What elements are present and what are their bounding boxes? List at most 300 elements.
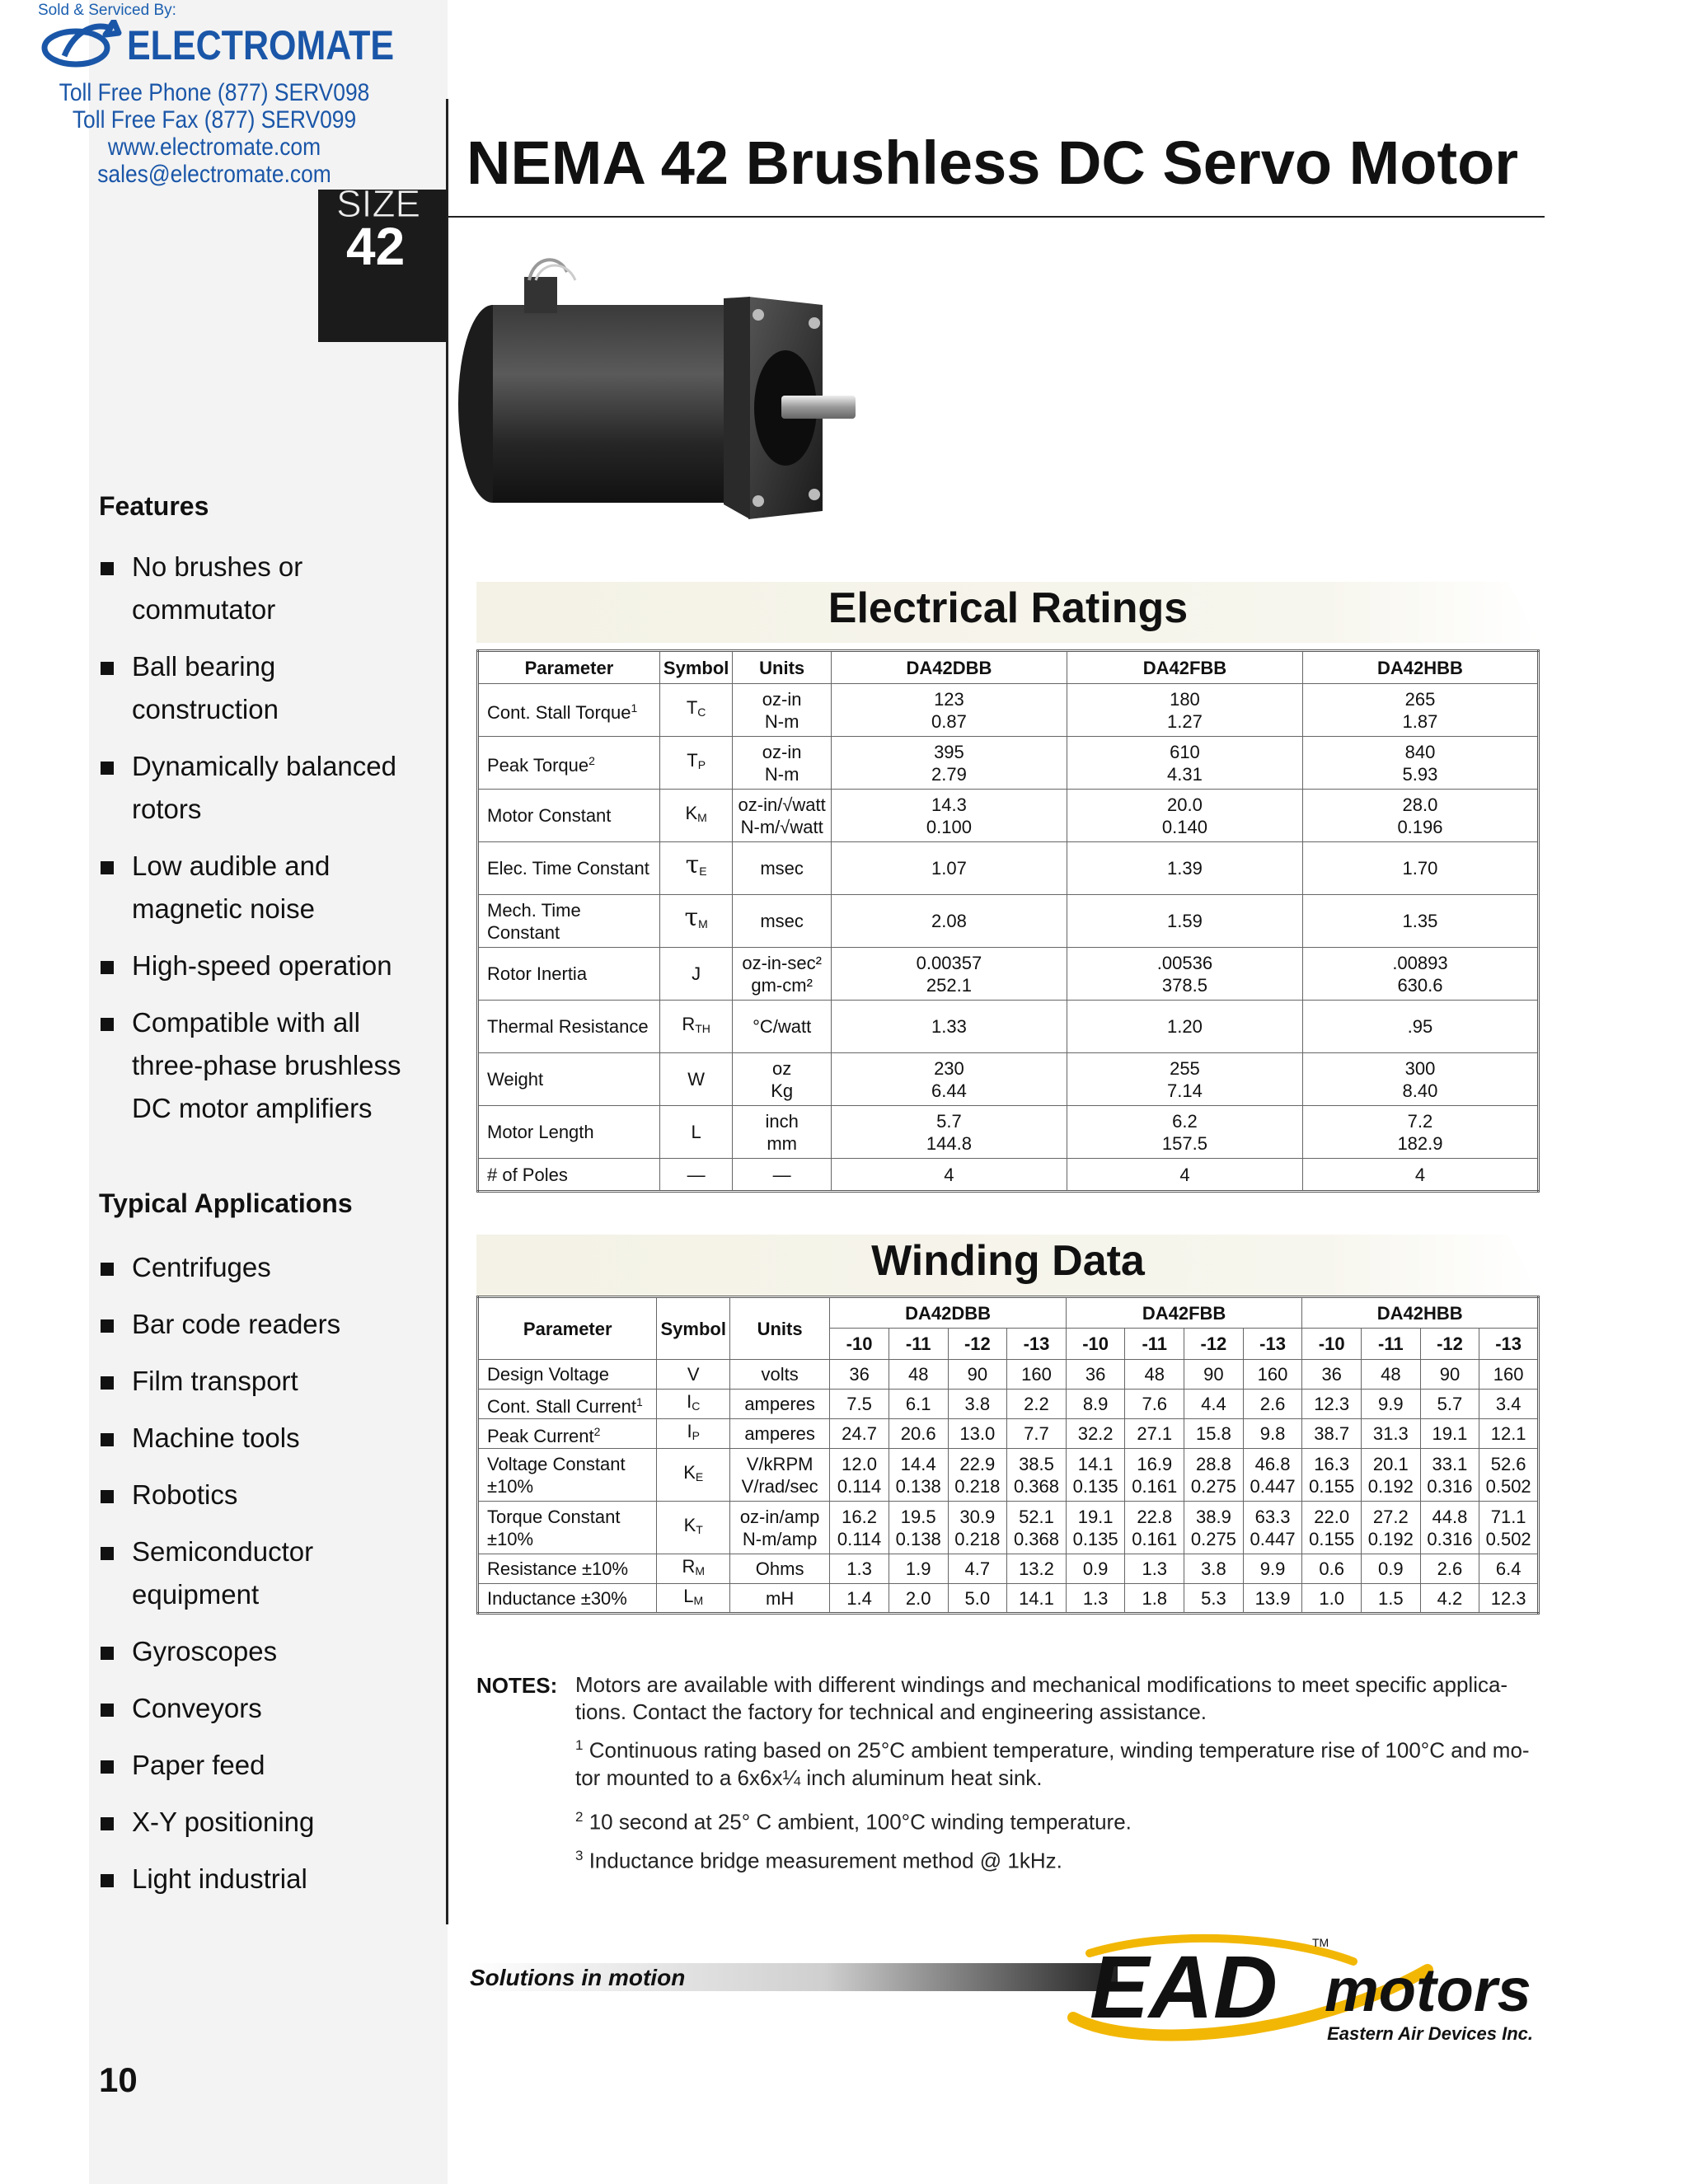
value-cell: 19.1 (1420, 1419, 1479, 1449)
value-cell: 1.3 (830, 1554, 889, 1584)
application-item (99, 1687, 429, 1730)
parameter-name: Weight (487, 1069, 544, 1090)
footnote-mark: 2 (593, 1424, 601, 1438)
column-header: DA42FBB (1067, 651, 1302, 684)
value: 1.33 (931, 1016, 967, 1037)
value-cell: 44.8 0.316 (1420, 1502, 1479, 1554)
value-cell (831, 842, 1067, 895)
application-item-text: Centrifuges (132, 1252, 271, 1282)
value-cell: 1.3 (1066, 1584, 1125, 1614)
note-main: Motors are available with different windings and mechanical modifications to meet specific applica- tions. Contact the factory for technical and engineering assistance. (575, 1672, 1508, 1724)
value: 1.20 (1167, 1016, 1203, 1037)
value-cell: 22.0 0.155 (1302, 1502, 1362, 1554)
symbol-subscript: M (698, 917, 708, 930)
note-2-mark: 2 (575, 1809, 584, 1825)
value-cell: 9.8 (1243, 1419, 1302, 1449)
unit: N-m (764, 763, 799, 785)
parameter-name: # of Poles (487, 1164, 568, 1185)
value-cell: 1.3 (1125, 1554, 1184, 1584)
application-item-text: Paper feed (132, 1750, 265, 1780)
unit: oz-in (762, 688, 802, 710)
table-row (478, 1106, 1539, 1159)
value-cell: 3.4 (1479, 1390, 1539, 1419)
application-item-text: X-Y positioning (132, 1807, 315, 1837)
parameter-name: Torque Constant ±10% (487, 1506, 621, 1549)
page-number: 10 (99, 2060, 138, 2099)
symbol-cell (657, 1360, 729, 1390)
value-cell: 8.9 (1066, 1390, 1125, 1419)
winding-code-header: -11 (1362, 1329, 1421, 1360)
value: 610 (1170, 741, 1200, 762)
value-cell: 9.9 (1362, 1390, 1421, 1419)
value-cell: 12.0 0.114 (830, 1449, 889, 1502)
symbol: τ (685, 851, 700, 879)
features-list (99, 546, 429, 1144)
value-cell: 2.2 (1007, 1390, 1067, 1419)
symbol-cell (657, 1584, 729, 1614)
value-cell: 4.4 (1184, 1390, 1244, 1419)
symbol: τ (684, 903, 699, 932)
value-cell: 16.9 0.161 (1125, 1449, 1184, 1502)
dealer-contact (33, 79, 396, 188)
dealer-email-link[interactable]: sales@electromate.com (97, 161, 331, 188)
table-row (478, 1159, 1539, 1192)
value-cell: 3.8 (1184, 1554, 1244, 1584)
feature-item-text: Ball bearing (132, 651, 276, 682)
value: 1.35 (1402, 911, 1438, 931)
symbol-cell (657, 1449, 729, 1502)
units-cell (733, 895, 832, 948)
electrical-ratings-table (476, 649, 1540, 1193)
value: 8.40 (1402, 1080, 1438, 1101)
value-cell (1067, 790, 1302, 842)
note-2 (575, 1803, 1541, 1836)
value: 20.0 (1167, 794, 1203, 815)
value-cell (831, 1106, 1067, 1159)
application-item (99, 1360, 429, 1403)
symbol-subscript: M (693, 1593, 704, 1607)
value: 123 (934, 688, 964, 710)
value-cell: 4.2 (1420, 1584, 1479, 1614)
value-cell (1067, 1001, 1302, 1053)
value-cell (831, 790, 1067, 842)
dealer-name: ELECTROMATE (127, 22, 395, 68)
value-cell: 16.2 0.114 (830, 1502, 889, 1554)
units-cell (733, 1001, 832, 1053)
dealer-website-link[interactable]: www.electromate.com (107, 134, 321, 161)
table-row (478, 1360, 1539, 1390)
value-cell: 90 (1420, 1360, 1479, 1390)
table-row (478, 684, 1539, 737)
bullet-icon (101, 1490, 114, 1503)
table-row (478, 1419, 1539, 1449)
bullet-icon (101, 1817, 114, 1830)
value-cell: 38.9 0.275 (1184, 1502, 1244, 1554)
value: 1.07 (931, 858, 967, 879)
value-cell: 46.8 0.447 (1243, 1449, 1302, 1502)
value-cell (831, 895, 1067, 948)
value-cell: 12.3 (1302, 1390, 1362, 1419)
value: 2.79 (931, 763, 967, 785)
winding-code-header: -12 (1420, 1329, 1479, 1360)
value: 255 (1170, 1057, 1200, 1079)
parameter-name: Resistance ±10% (487, 1558, 629, 1579)
value: 144.8 (926, 1132, 972, 1154)
unit: gm-cm² (751, 974, 813, 996)
parameter-name: Cont. Stall Current (487, 1395, 636, 1417)
unit: oz-in-sec² (742, 952, 822, 973)
value: 230 (934, 1057, 964, 1079)
note-3-mark: 3 (575, 1848, 584, 1863)
parameter-name: Cont. Stall Torque (487, 701, 631, 723)
value-cell: 22.8 0.161 (1125, 1502, 1184, 1554)
column-header: DA42HBB (1302, 651, 1538, 684)
column-header: Parameter (478, 1297, 657, 1360)
value: 5.7 (936, 1110, 962, 1132)
value-cell: 9.9 (1243, 1554, 1302, 1584)
value-cell: 22.9 0.218 (948, 1449, 1007, 1502)
value-cell: 71.1 0.502 (1479, 1502, 1539, 1554)
units-cell: amperes (729, 1419, 829, 1449)
symbol: R (682, 1556, 696, 1577)
dealer-phone: Toll Free Phone (877) SERV098 (59, 79, 370, 106)
value-cell: 52.6 0.502 (1479, 1449, 1539, 1502)
symbol-cell (659, 842, 732, 895)
symbol-subscript: P (697, 758, 706, 771)
dealer-brand (40, 20, 438, 71)
symbol-cell (657, 1419, 729, 1449)
value-cell: 160 (1243, 1360, 1302, 1390)
symbol-cell (657, 1554, 729, 1584)
value: 265 (1404, 688, 1436, 710)
value-cell: 48 (1125, 1360, 1184, 1390)
symbol-subscript: TH (695, 1022, 710, 1035)
value-cell: 38.5 0.368 (1007, 1449, 1067, 1502)
applications-heading: Typical Applications (99, 1188, 353, 1218)
size-number: 42 (346, 217, 406, 276)
value-cell (1302, 1106, 1538, 1159)
value: 180 (1170, 688, 1200, 710)
table-row (478, 1554, 1539, 1584)
value-cell (1302, 948, 1538, 1001)
page-title: NEMA 42 Brushless DC Servo Motor (467, 129, 1519, 197)
value: 5.93 (1402, 763, 1438, 785)
winding-data-title: Winding Data (871, 1237, 1145, 1285)
value-cell: 6.4 (1479, 1554, 1539, 1584)
table-row (478, 948, 1539, 1001)
value: 182.9 (1397, 1132, 1443, 1154)
winding-data-table (476, 1296, 1540, 1615)
value-cell: 63.3 0.447 (1243, 1502, 1302, 1554)
value-cell: 36 (1066, 1360, 1125, 1390)
bullet-icon (101, 1433, 114, 1446)
value-cell: 2.6 (1420, 1554, 1479, 1584)
bullet-icon (101, 562, 114, 575)
feature-item (99, 645, 429, 731)
value-cell: 13.9 (1243, 1584, 1302, 1614)
sold-by-label: Sold & Serviced By: (38, 2, 176, 19)
value-cell: 14.4 0.138 (889, 1449, 948, 1502)
winding-code-header: -10 (1302, 1329, 1362, 1360)
feature-item-text: commutator (132, 594, 276, 625)
value-cell: 3.8 (948, 1390, 1007, 1419)
symbol-subscript: C (697, 705, 706, 719)
value: 0.140 (1161, 816, 1207, 837)
parameter-name: Elec. Time Constant (487, 858, 649, 879)
value-cell (831, 737, 1067, 790)
value-cell (831, 1159, 1067, 1192)
value-cell: 27.2 0.192 (1362, 1502, 1421, 1554)
symbol-cell (659, 684, 732, 737)
value: 1.70 (1402, 858, 1438, 879)
feature-item-text: Low audible and (132, 851, 331, 881)
value-cell: 19.5 0.138 (889, 1502, 948, 1554)
value-cell: 7.5 (830, 1390, 889, 1419)
value-cell: 48 (1362, 1360, 1421, 1390)
units-cell (733, 1159, 832, 1192)
feature-item (99, 546, 429, 631)
value: 0.100 (926, 816, 972, 837)
value-cell: 0.6 (1302, 1554, 1362, 1584)
value-cell (1067, 948, 1302, 1001)
value: 157.5 (1161, 1132, 1207, 1154)
units-cell (733, 684, 832, 737)
feature-item-text: High-speed operation (132, 950, 392, 981)
value: 4 (1414, 1164, 1426, 1185)
parameter-cell (478, 684, 660, 737)
symbol: K (683, 1515, 696, 1535)
value: 0.00357 (916, 952, 982, 973)
value-cell (1067, 684, 1302, 737)
column-header: Symbol (657, 1297, 729, 1360)
value-cell: 52.1 0.368 (1007, 1502, 1067, 1554)
bullet-icon (101, 861, 114, 874)
column-header: Parameter (478, 651, 660, 684)
symbol: — (687, 1164, 706, 1185)
footnote-mark: 1 (631, 701, 638, 715)
feature-item (99, 745, 429, 831)
application-item (99, 1530, 429, 1616)
model-header: DA42DBB (830, 1297, 1067, 1329)
value-cell (1067, 1106, 1302, 1159)
units-cell: volts (729, 1360, 829, 1390)
value: 4.31 (1167, 763, 1203, 785)
parameter-name: Peak Current (487, 1425, 594, 1446)
feature-item-text: construction (132, 694, 279, 724)
parameter-cell (478, 1106, 660, 1159)
winding-code-header: -10 (830, 1329, 889, 1360)
symbol: R (682, 1014, 696, 1034)
value: 6.44 (931, 1080, 967, 1101)
note-3 (575, 1842, 1541, 1875)
size-label: SIZE (336, 182, 421, 225)
parameter-name: Inductance ±30% (487, 1587, 627, 1609)
value-cell: 15.8 (1184, 1419, 1244, 1449)
electrical-header-row (478, 651, 1539, 684)
symbol-cell (657, 1390, 729, 1419)
value: 4 (1179, 1164, 1190, 1185)
bullet-icon (101, 961, 114, 974)
value-cell: 31.3 (1362, 1419, 1421, 1449)
parameter-name: Rotor Inertia (487, 963, 588, 984)
value-cell: 2.0 (889, 1584, 948, 1614)
applications-list (99, 1246, 429, 1915)
symbol-cell (659, 948, 732, 1001)
unit: Kg (771, 1080, 794, 1101)
value-cell: 48 (889, 1360, 948, 1390)
value: 0.196 (1397, 816, 1443, 837)
unit: — (772, 1164, 791, 1185)
units-cell (733, 948, 832, 1001)
value: 14.3 (931, 794, 967, 815)
bullet-icon (101, 1647, 114, 1660)
note-3-text: Inductance bridge measurement method @ 1kHz. (588, 1848, 1062, 1873)
application-item-text: Machine tools (132, 1422, 300, 1453)
units-cell: Ohms (729, 1554, 829, 1584)
winding-code-header: -12 (948, 1329, 1007, 1360)
feature-item-text: No brushes or (132, 551, 303, 582)
value: 630.6 (1397, 974, 1443, 996)
application-item (99, 1246, 429, 1289)
parameter-name: Peak Torque (487, 754, 589, 776)
value-cell: 0.9 (1066, 1554, 1125, 1584)
application-item (99, 1303, 429, 1346)
winding-code-header: -13 (1479, 1329, 1539, 1360)
value-cell: 1.9 (889, 1554, 948, 1584)
value-cell (1302, 1159, 1538, 1192)
parameter-cell (478, 737, 660, 790)
unit: msec (760, 858, 804, 879)
symbol: K (685, 803, 698, 823)
value: 840 (1404, 741, 1436, 762)
value-cell: 1.5 (1362, 1584, 1421, 1614)
value-cell: 1.4 (830, 1584, 889, 1614)
value-cell (831, 1001, 1067, 1053)
parameter-cell (478, 1001, 660, 1053)
winding-code-header: -11 (889, 1329, 948, 1360)
table-row (478, 1584, 1539, 1614)
parameter-cell (478, 895, 660, 948)
parameter-cell (478, 1584, 657, 1614)
units-cell (733, 842, 832, 895)
value-cell: 4.7 (948, 1554, 1007, 1584)
winding-code-header: -12 (1184, 1329, 1244, 1360)
column-header: Units (733, 651, 832, 684)
parameter-cell (478, 948, 660, 1001)
winding-code-header: -11 (1125, 1329, 1184, 1360)
symbol-subscript: M (695, 1564, 705, 1577)
logo-company-text: Eastern Air Devices Inc. (1327, 2023, 1533, 2044)
value: 300 (1404, 1057, 1436, 1079)
unit: N-m (764, 710, 799, 732)
symbol-subscript: C (692, 1399, 701, 1413)
value-cell (831, 948, 1067, 1001)
value-cell (1302, 790, 1538, 842)
dealer-fax: Toll Free Fax (877) SERV099 (72, 106, 357, 134)
value: 28.0 (1402, 794, 1438, 815)
parameter-cell (478, 1502, 657, 1554)
value-cell: 16.3 0.155 (1302, 1449, 1362, 1502)
parameter-cell (478, 1159, 660, 1192)
table-row (478, 790, 1539, 842)
value-cell: 20.1 0.192 (1362, 1449, 1421, 1502)
value-cell: 160 (1007, 1360, 1067, 1390)
units-cell (733, 1053, 832, 1106)
units-cell: oz-in/amp N-m/amp (729, 1502, 829, 1554)
unit: mm (767, 1132, 797, 1154)
value-cell: 14.1 (1007, 1584, 1067, 1614)
parameter-cell (478, 790, 660, 842)
value: 378.5 (1161, 974, 1207, 996)
note-1-text: Continuous rating based on 25°C ambient temperature, winding temperature rise of 100°C and mo- tor mounted to a 6x6x¼ inch aluminum heat sink. (575, 1737, 1530, 1790)
table-row (478, 1502, 1539, 1554)
parameter-name: Motor Constant (487, 805, 612, 826)
application-item-text: Gyroscopes (132, 1636, 278, 1666)
parameter-name: Thermal Resistance (487, 1016, 649, 1037)
symbol-cell (659, 895, 732, 948)
value: 1.27 (1167, 710, 1203, 732)
value-cell (1302, 1001, 1538, 1053)
value-cell (1067, 895, 1302, 948)
symbol: L (683, 1585, 694, 1606)
parameter-cell (478, 1554, 657, 1584)
table-row (478, 895, 1539, 948)
value: .00893 (1392, 952, 1448, 973)
column-header: Symbol (659, 651, 732, 684)
value: 1.39 (1167, 858, 1203, 879)
value-cell: 24.7 (830, 1419, 889, 1449)
value-cell (1067, 737, 1302, 790)
value-cell (1067, 1053, 1302, 1106)
value-cell: 20.6 (889, 1419, 948, 1449)
value-cell: 27.1 (1125, 1419, 1184, 1449)
logo-ead-text: EAD (1090, 1937, 1278, 2036)
application-item-text: Robotics (132, 1479, 238, 1510)
value: 1.87 (1402, 710, 1438, 732)
parameter-name: Mech. Time Constant (487, 899, 581, 943)
value-cell (1302, 1053, 1538, 1106)
unit: oz-in/√watt (738, 794, 826, 815)
value: 7.14 (1167, 1080, 1203, 1101)
value-cell: 13.0 (948, 1419, 1007, 1449)
winding-header-row (478, 1297, 1539, 1329)
unit: °C/watt (753, 1016, 812, 1037)
notes-label: NOTES: (476, 1673, 558, 1698)
bullet-icon (101, 762, 114, 775)
value-cell: 12.1 (1479, 1419, 1539, 1449)
value-cell: 90 (948, 1360, 1007, 1390)
value: .00536 (1156, 952, 1213, 973)
symbol-cell (659, 1053, 732, 1106)
value-cell: 5.0 (948, 1584, 1007, 1614)
symbol-cell (659, 1159, 732, 1192)
symbol: W (687, 1069, 706, 1090)
symbol: V (687, 1364, 700, 1385)
value: 0.87 (931, 710, 967, 732)
table-row (478, 1449, 1539, 1502)
tagline: Solutions in motion (470, 1965, 686, 1990)
value-cell (831, 1053, 1067, 1106)
winding-code-header: -13 (1243, 1329, 1302, 1360)
value-cell (1302, 684, 1538, 737)
title-rule (448, 216, 1545, 218)
symbol-subscript: M (697, 811, 707, 824)
bullet-icon (101, 1263, 114, 1276)
symbol: J (692, 963, 701, 984)
value-cell (1302, 737, 1538, 790)
symbol-subscript: E (695, 1470, 704, 1483)
value-cell (1302, 842, 1538, 895)
